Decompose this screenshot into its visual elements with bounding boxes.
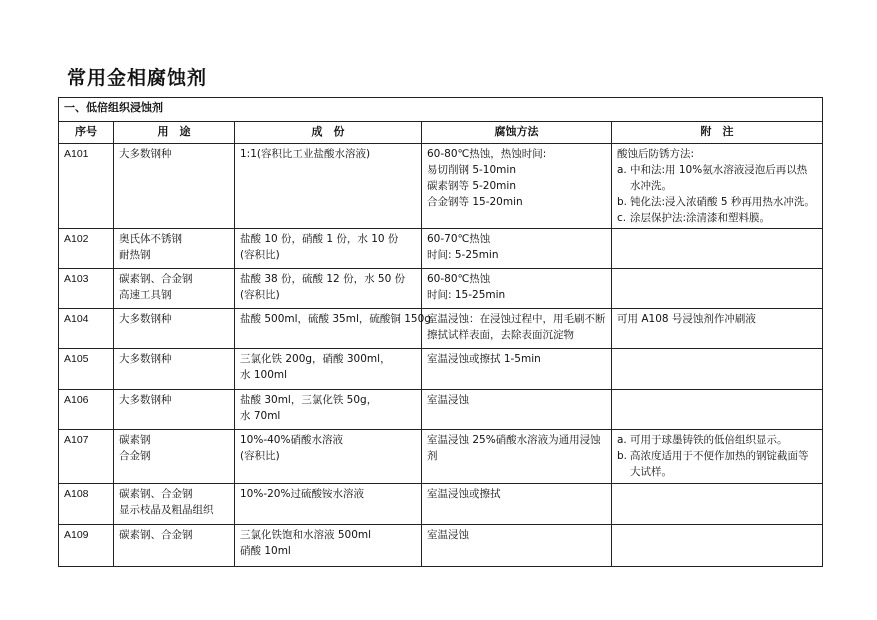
note-text: 钝化法:浸入浓硝酸 5 秒再用热水冲洗。: [630, 196, 815, 208]
method-line: 60-80℃热蚀，热蚀时间:: [427, 148, 547, 160]
cell-note: [612, 525, 823, 567]
cell-composition: [235, 229, 422, 269]
note-item: [617, 162, 817, 194]
cell-note: [612, 144, 823, 229]
etchant-table: [58, 97, 823, 567]
cell-use: [114, 349, 235, 390]
use-line: 碳素钢: [119, 434, 151, 446]
table-row: [59, 390, 823, 430]
cell-note: [612, 484, 823, 525]
method-line: 室温浸蚀或擦拭: [427, 488, 501, 500]
cell-method: [422, 484, 612, 525]
note-marker: c.: [617, 212, 627, 224]
cell-note: [612, 390, 823, 430]
use-line: 高速工具钢: [119, 289, 172, 301]
table-row: [59, 484, 823, 525]
note-marker: a.: [617, 434, 627, 446]
method-line: 易切削钢 5-10min: [427, 164, 516, 176]
cell-method: [422, 390, 612, 430]
cell-code: A106: [59, 390, 114, 430]
cell-note: [612, 229, 823, 269]
cell-code: A101: [59, 144, 114, 229]
cell-note: [612, 269, 823, 309]
cell-code: A105: [59, 349, 114, 390]
use-line: 碳素钢、合金钢: [119, 273, 193, 285]
composition-line: 水 70ml: [240, 410, 281, 422]
cell-use: [114, 525, 235, 567]
table-row: [59, 144, 823, 229]
composition-line: (容积比): [240, 249, 280, 261]
section-heading: 一、低倍组织浸蚀剂: [59, 98, 823, 122]
page-title: 常用金相腐蚀剂: [67, 67, 208, 89]
composition-line: 盐酸 38 份，硫酸 12 份，水 50 份: [240, 273, 406, 285]
use-line: 奥氏体不锈钢: [119, 233, 182, 245]
header-method: 腐蚀方法: [422, 122, 612, 144]
cell-composition: [235, 309, 431, 349]
use-line: 合金钢: [119, 450, 151, 462]
note-lead: 酸蚀后防锈方法:: [617, 148, 695, 160]
use-line: 大多数钢种: [119, 394, 172, 406]
method-line: 室温浸蚀: [427, 394, 469, 406]
cell-composition: [235, 484, 422, 525]
cell-note: [612, 430, 823, 484]
note-item: [617, 448, 817, 480]
composition-line: 10%-20%过硫酸铵水溶液: [240, 488, 364, 500]
note-text: 高浓度适用于不便作加热的钢锭截面等大试样。: [630, 450, 809, 478]
cell-use: [114, 229, 235, 269]
cell-composition: [235, 269, 422, 309]
cell-composition: [235, 430, 422, 484]
header-note: 附 注: [612, 122, 823, 144]
cell-method: [422, 269, 612, 309]
use-line: 大多数钢种: [119, 148, 172, 160]
method-line: 室温浸蚀或擦拭 1-5min: [427, 353, 541, 365]
cell-composition: [235, 525, 422, 567]
cell-method: [422, 309, 612, 349]
use-line: 耐热钢: [119, 249, 151, 261]
method-line: 室温浸蚀: [427, 529, 469, 541]
header-composition: 成 份: [235, 122, 422, 144]
composition-line: 水 100ml: [240, 369, 288, 381]
note-item: [617, 194, 817, 210]
table-row: [59, 229, 823, 269]
cell-composition: [235, 144, 422, 229]
header-no: 序号: [59, 122, 114, 144]
method-line: 碳素钢等 5-20min: [427, 180, 516, 192]
composition-line: (容积比): [240, 289, 280, 301]
section-row: [59, 98, 823, 122]
composition-line: 盐酸 500ml，硫酸 35ml，硫酸铜 150g: [240, 313, 431, 325]
composition-line: 盐酸 30ml，三氯化铁 50g，: [240, 394, 378, 406]
table-row: [59, 309, 823, 349]
note-marker: b.: [617, 450, 628, 462]
cell-use: [114, 269, 235, 309]
cell-use: [114, 430, 235, 484]
method-line: 时间: 15-25min: [427, 289, 506, 301]
method-text: 室温浸蚀 25%硝酸水溶液为通用浸蚀剂: [427, 434, 601, 462]
use-line: 大多数钢种: [119, 353, 172, 365]
cell-code: A109: [59, 525, 114, 567]
use-line: 碳素钢、合金钢: [119, 529, 193, 541]
cell-composition: [235, 349, 422, 390]
table-row: [59, 349, 823, 390]
use-line: 大多数钢种: [119, 313, 172, 325]
composition-line: (容积比): [240, 450, 280, 462]
use-line: 显示枝晶及粗晶组织: [119, 504, 214, 516]
note-marker: b.: [617, 196, 628, 208]
cell-code: A104: [59, 309, 114, 349]
method-line: 60-80℃热蚀: [427, 273, 491, 285]
cell-code: A107: [59, 430, 114, 484]
note-item: [617, 210, 817, 226]
cell-use: [114, 144, 235, 229]
method-line: 60-70℃热蚀: [427, 233, 491, 245]
method-line: 时间: 5-25min: [427, 249, 499, 261]
header-row: [59, 122, 823, 144]
cell-code: A102: [59, 229, 114, 269]
note-marker: a.: [617, 164, 627, 176]
cell-method: [422, 144, 612, 229]
cell-method: [422, 525, 612, 567]
cell-use: [114, 484, 235, 525]
composition-line: 1:1(容积比工业盐酸水溶液): [240, 148, 371, 160]
cell-use: [114, 309, 235, 349]
cell-method: [422, 349, 612, 390]
use-line: 碳素钢、合金钢: [119, 488, 193, 500]
cell-use: [114, 390, 235, 430]
cell-code: A108: [59, 484, 114, 525]
note-text: 中和法:用 10%氨水溶液浸泡后再以热水冲洗。: [630, 164, 808, 192]
composition-line: 盐酸 10 份，硝酸 1 份，水 10 份: [240, 233, 399, 245]
composition-line: 三氯化铁饱和水溶液 500ml: [240, 529, 372, 541]
method-text: 室温浸蚀：在浸蚀过程中，用毛刷不断擦拭试样表面，去除表面沉淀物: [427, 313, 606, 341]
table-row: [59, 525, 823, 567]
cell-note: [612, 349, 823, 390]
header-use: 用 途: [114, 122, 235, 144]
cell-method: [422, 430, 612, 484]
table-row: [59, 430, 823, 484]
method-line: 合金钢等 15-20min: [427, 196, 523, 208]
composition-line: 10%-40%硝酸水溶液: [240, 434, 343, 446]
cell-code: A103: [59, 269, 114, 309]
table-row: [59, 269, 823, 309]
cell-composition: [235, 390, 422, 430]
note-text: 涂层保护法:涂清漆和塑料膜。: [630, 212, 771, 224]
cell-note: [612, 309, 823, 349]
cell-method: [422, 229, 612, 269]
note-item: [617, 432, 817, 448]
composition-line: 硝酸 10ml: [240, 545, 291, 557]
note-lead: 可用 A108 号浸蚀剂作冲刷液: [617, 313, 756, 325]
composition-line: 三氯化铁 200g，硝酸 300ml，: [240, 353, 391, 365]
note-text: 可用于球墨铸铁的低倍组织显示。: [630, 434, 788, 446]
